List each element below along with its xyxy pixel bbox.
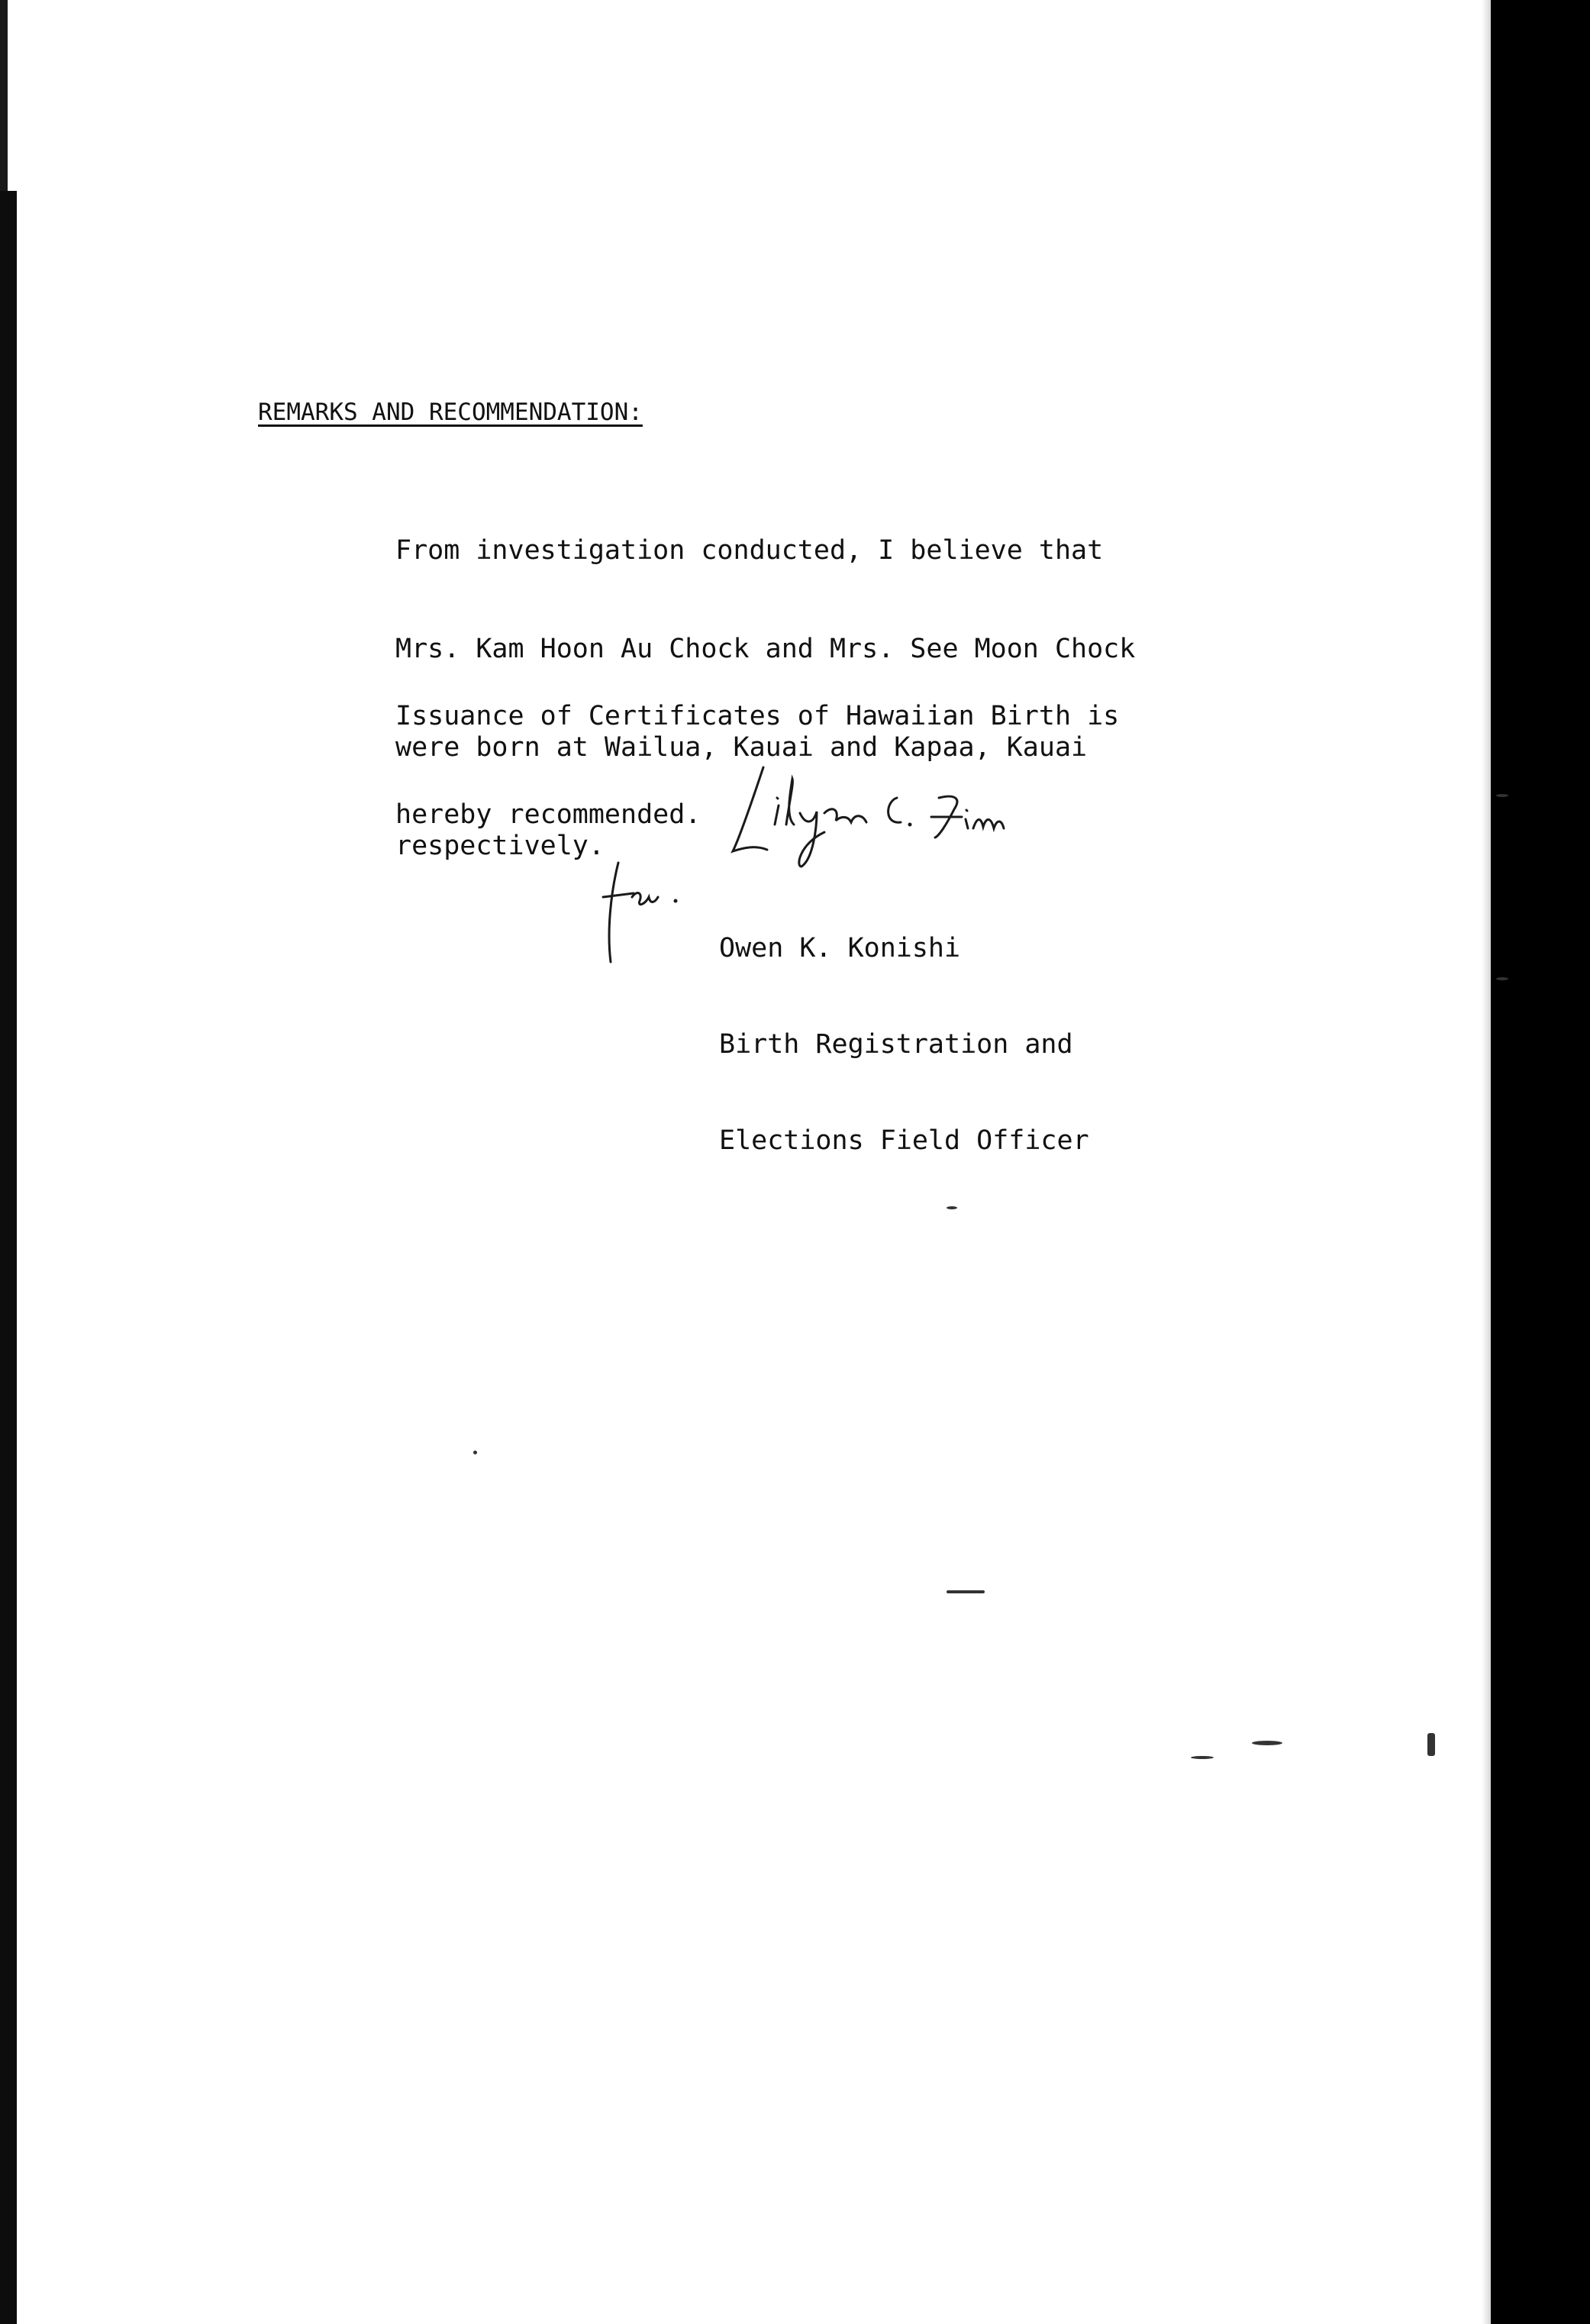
scan-speck bbox=[947, 1206, 957, 1209]
handwritten-signature bbox=[710, 752, 1030, 874]
scan-edge-left-top bbox=[0, 0, 8, 191]
paragraph-line: respectively. bbox=[395, 831, 605, 861]
scan-edge-right-shadow bbox=[1482, 0, 1491, 2324]
scan-speck bbox=[1427, 1733, 1435, 1756]
paragraph-line: Issuance of Certificates of Hawaiian Birth is bbox=[395, 701, 1120, 731]
paragraph-line: hereby recommended. bbox=[395, 799, 701, 830]
paragraph-line: Mrs. Kam Hoon Au Chock and Mrs. See Moon Chock bbox=[395, 634, 1136, 664]
remarks-heading: REMARKS AND RECOMMENDATION: bbox=[258, 399, 643, 426]
signatory-title-line: Elections Field Officer bbox=[719, 1125, 1089, 1156]
scan-edge-left bbox=[0, 191, 17, 2324]
scan-speck bbox=[473, 1451, 477, 1454]
scan-speck bbox=[1496, 977, 1508, 980]
scan-speck bbox=[1252, 1741, 1282, 1745]
signatory-name: Owen K. Konishi bbox=[719, 933, 961, 963]
scan-speck bbox=[1496, 794, 1508, 797]
signatory-title-line: Birth Registration and bbox=[719, 1029, 1073, 1060]
handwritten-for-mark bbox=[595, 855, 687, 970]
signature-block bbox=[719, 868, 1089, 1221]
scan-speck bbox=[1191, 1756, 1214, 1759]
scan-speck bbox=[947, 1590, 985, 1593]
paragraph-line: From investigation conducted, I believe that bbox=[395, 535, 1104, 566]
scan-edge-right bbox=[1491, 0, 1590, 2324]
paragraph-line: were born at Wailua, Kauai and Kapaa, Kauai bbox=[395, 732, 1088, 763]
